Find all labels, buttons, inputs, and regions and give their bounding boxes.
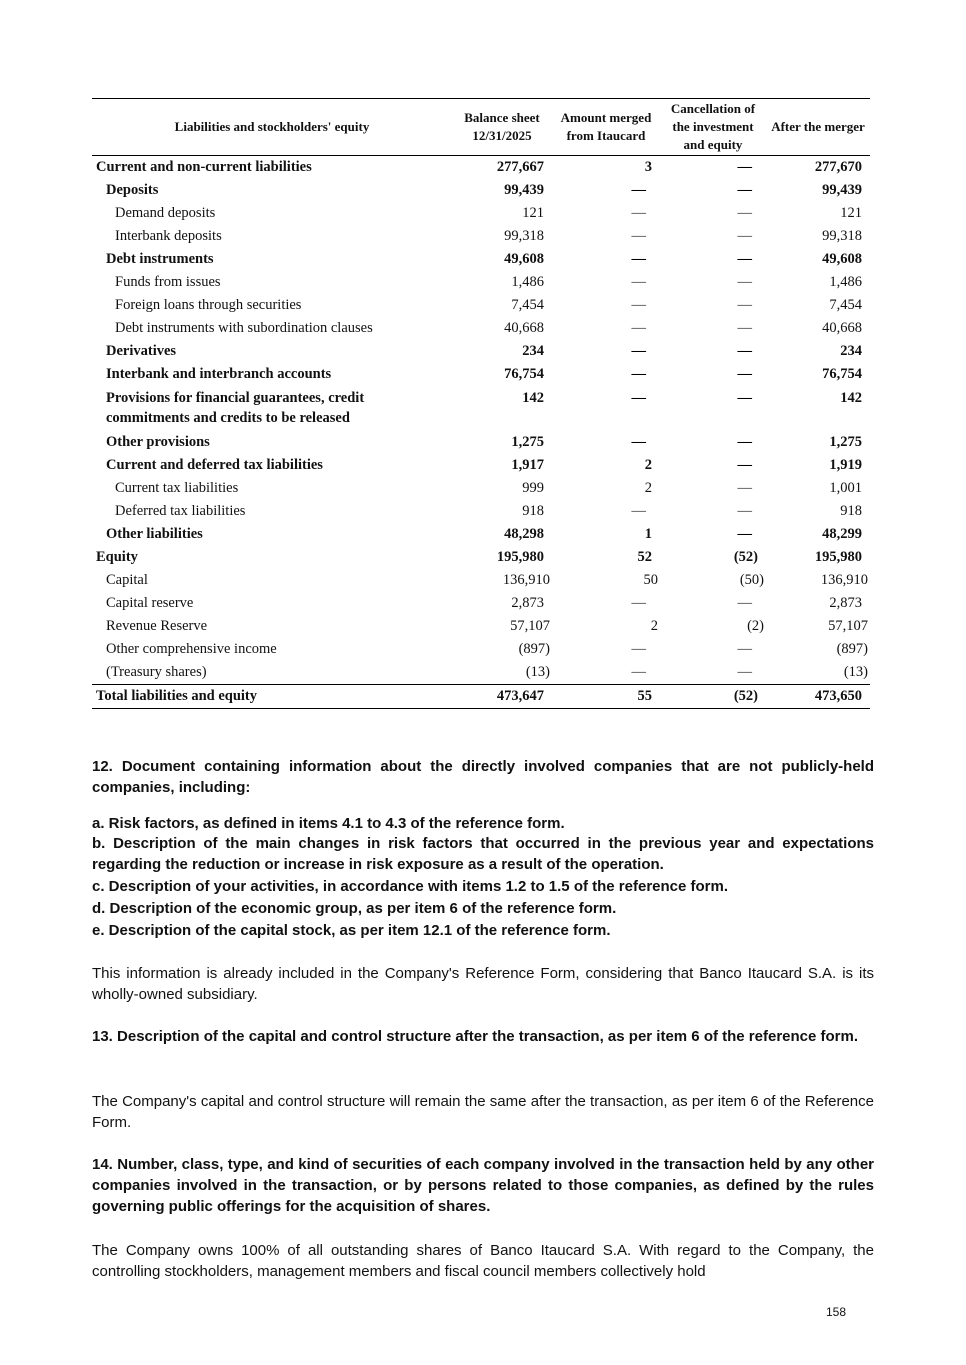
- balance-sheet-value: 121: [522, 205, 544, 221]
- merged-value: —: [631, 366, 646, 382]
- balance-sheet-value: 1,275: [511, 434, 544, 450]
- section-12-item-b: b. Description of the main changes in risk factors that occurred in the previous year and expectations regarding the reduction or increase in risk exposure as a result of the operation.: [92, 835, 874, 873]
- row-label: Capital: [106, 572, 148, 588]
- section-13-text: The Company's capital and control structure will remain the same after the transaction, as per item 6 of the Reference Form.: [92, 1093, 874, 1131]
- table-row: [92, 294, 870, 317]
- merged-value: 3: [644, 159, 652, 175]
- after-merger-value: 121: [840, 205, 862, 221]
- cancellation-value: —: [737, 526, 752, 542]
- header-after-merger: After the merger: [766, 99, 870, 156]
- table-row: [92, 202, 870, 225]
- after-merger-value: 918: [840, 503, 862, 519]
- balance-sheet-value: 7,454: [511, 297, 544, 313]
- merged-value: —: [631, 320, 646, 336]
- merged-value: —: [631, 641, 646, 657]
- cancellation-value: —: [737, 641, 752, 657]
- row-label: Capital reserve: [106, 595, 194, 611]
- table-row: [92, 454, 870, 477]
- row-label: Foreign loans through securities: [115, 297, 302, 313]
- cancellation-value: —: [737, 251, 752, 267]
- cancellation-value: —: [737, 159, 752, 175]
- row-label: Equity: [96, 549, 138, 565]
- cancellation-value: —: [737, 205, 752, 221]
- table-row: [92, 661, 870, 685]
- balance-sheet-value: 136,910: [502, 572, 550, 588]
- section-12-heading: 12. Document containing information about the directly involved companies that are not publicly-held companies, including:: [92, 758, 874, 796]
- table-row: [92, 386, 870, 431]
- header-cancellation: Cancellation of the investment and equity: [660, 99, 766, 156]
- after-merger-value: 277,670: [814, 159, 862, 175]
- row-label: Other provisions: [106, 434, 210, 450]
- row-label: (Treasury shares): [106, 664, 207, 680]
- balance-sheet-value: 1,917: [511, 457, 544, 473]
- table-row: [92, 523, 870, 546]
- cancellation-value: —: [737, 503, 752, 519]
- section-14-text: The Company owns 100% of all outstanding shares of Banco Itaucard S.A. With regard to the Company, the controlling stockholders, management members and fiscal council members collectively hold: [92, 1242, 874, 1280]
- row-label: Total liabilities and equity: [92, 685, 452, 709]
- balance-sheet-value: (897): [518, 641, 550, 657]
- after-merger-value: 57,107: [828, 618, 868, 634]
- row-label: Current tax liabilities: [115, 480, 239, 496]
- after-merger-value: (13): [843, 664, 868, 680]
- after-merger-value: 48,299: [822, 526, 862, 542]
- after-merger-value: 76,754: [822, 366, 862, 382]
- after-merger-value: 1,919: [829, 457, 862, 473]
- balance-sheet-value: 57,107: [510, 618, 550, 634]
- table-row: [92, 638, 870, 661]
- header-balance-sheet: Balance sheet 12/31/2025: [452, 99, 552, 156]
- section-13-heading: 13. Description of the capital and control structure after the transaction, as per item 6 of the reference form.: [92, 1028, 859, 1045]
- table-row: [92, 615, 870, 638]
- merged-value: —: [631, 664, 646, 680]
- row-label: Other liabilities: [106, 526, 203, 542]
- balance-sheet-value: (13): [525, 664, 550, 680]
- cancellation-value: —: [737, 434, 752, 450]
- balance-sheet-value: 234: [522, 343, 544, 359]
- merged-value: 2: [650, 618, 658, 634]
- after-merger-value: 473,650: [766, 685, 870, 709]
- section-14-heading: 14. Number, class, type, and kind of securities of each company involved in the transaction held by any other companies involved in the transaction, or by persons related to those companies, as defined by the rules governing public offerings for the acquisition of shares.: [92, 1156, 874, 1215]
- table-row: [92, 179, 870, 202]
- row-label: Funds from issues: [115, 274, 221, 290]
- after-merger-value: 1,001: [829, 480, 862, 496]
- table-row: [92, 431, 870, 454]
- cancellation-value: —: [737, 480, 752, 496]
- table-row: [92, 271, 870, 294]
- cancellation-value: (52): [660, 685, 766, 709]
- cancellation-value: (50): [739, 572, 764, 588]
- cancellation-value: (2): [747, 618, 764, 634]
- table-row: [92, 477, 870, 500]
- merged-value: —: [631, 297, 646, 313]
- merged-value: —: [631, 228, 646, 244]
- balance-sheet-value: 473,647: [452, 685, 552, 709]
- merged-value: —: [631, 343, 646, 359]
- row-label: Other comprehensive income: [106, 641, 277, 657]
- cancellation-value: —: [737, 182, 752, 198]
- table-row: [92, 317, 870, 340]
- table-row: [92, 592, 870, 615]
- balance-sheet-value: 2,873: [511, 595, 544, 611]
- balance-sheet-value: 999: [522, 480, 544, 496]
- section-12-item-c: c. Description of your activities, in accordance with items 1.2 to 1.5 of the reference form.: [92, 878, 729, 895]
- merged-value: 52: [637, 549, 652, 565]
- row-label: Deposits: [106, 182, 159, 198]
- balance-sheet-value: 48,298: [504, 526, 544, 542]
- after-merger-value: 40,668: [822, 320, 862, 336]
- after-merger-value: 99,439: [822, 182, 862, 198]
- merged-value: 2: [644, 457, 652, 473]
- section-12-text: This information is already included in the Company's Reference Form, considering that Banco Itaucard S.A. is its wholly-owned subsidiary.: [92, 965, 874, 1003]
- merged-value: 1: [644, 526, 652, 542]
- merged-value: 2: [644, 480, 652, 496]
- after-merger-value: 1,486: [829, 274, 862, 290]
- row-label: Interbank and interbranch accounts: [106, 366, 332, 382]
- table-row: [92, 500, 870, 523]
- section-12-item-e: e. Description of the capital stock, as per item 12.1 of the reference form.: [92, 922, 611, 939]
- cancellation-value: —: [737, 320, 752, 336]
- cancellation-value: —: [737, 343, 752, 359]
- after-merger-value: (897): [836, 641, 868, 657]
- balance-sheet-value: 918: [522, 503, 544, 519]
- cancellation-value: —: [737, 457, 752, 473]
- after-merger-value: 136,910: [820, 572, 868, 588]
- row-label: Current and deferred tax liabilities: [106, 457, 323, 473]
- cancellation-value: (52): [733, 549, 758, 565]
- table-row: [92, 225, 870, 248]
- cancellation-value: —: [737, 664, 752, 680]
- after-merger-value: 99,318: [822, 228, 862, 244]
- merged-value: —: [631, 434, 646, 450]
- after-merger-value: 49,608: [822, 251, 862, 267]
- cancellation-value: —: [737, 366, 752, 382]
- balance-sheet-table: [92, 98, 870, 709]
- after-merger-value: 7,454: [829, 297, 862, 313]
- section-12-item-a: a. Risk factors, as defined in items 4.1 to 4.3 of the reference form.: [92, 815, 565, 832]
- balance-sheet-value: 40,668: [504, 320, 544, 336]
- cancellation-value: —: [737, 297, 752, 313]
- merged-value: —: [631, 595, 646, 611]
- balance-sheet-value: 277,667: [496, 159, 544, 175]
- page-number: 158: [826, 1305, 847, 1319]
- row-label: Debt instruments: [106, 251, 214, 267]
- after-merger-value: 195,980: [814, 549, 862, 565]
- merged-value: —: [631, 251, 646, 267]
- table-row: [92, 546, 870, 569]
- row-label: Revenue Reserve: [106, 618, 208, 634]
- header-liabilities: Liabilities and stockholders' equity: [92, 99, 452, 156]
- cancellation-value: —: [737, 228, 752, 244]
- after-merger-value: 234: [840, 343, 862, 359]
- cancellation-value: —: [737, 390, 752, 406]
- merged-value: —: [631, 390, 646, 406]
- row-label: Current and non-current liabilities: [96, 159, 312, 175]
- row-label: Debt instruments with subordination clauses: [115, 320, 373, 336]
- row-label: Interbank deposits: [115, 228, 222, 244]
- row-label: Demand deposits: [115, 205, 216, 221]
- cancellation-value: —: [737, 274, 752, 290]
- merged-value: —: [631, 274, 646, 290]
- row-label: Derivatives: [106, 343, 177, 359]
- row-label: Deferred tax liabilities: [115, 503, 246, 519]
- merged-value: —: [631, 182, 646, 198]
- header-amount-merged: Amount merged from Itaucard: [552, 99, 660, 156]
- balance-sheet-value: 142: [522, 390, 544, 406]
- balance-sheet-value: 195,980: [496, 549, 544, 565]
- row-label: Provisions for financial guarantees, credit commitments and credits to be released: [106, 390, 365, 426]
- table-row: [92, 156, 870, 180]
- table-header-row: [92, 99, 870, 156]
- table-row: [92, 363, 870, 386]
- merged-value: —: [631, 503, 646, 519]
- table-row: [92, 340, 870, 363]
- table-row: [92, 685, 870, 709]
- after-merger-value: 1,275: [829, 434, 862, 450]
- balance-sheet-value: 49,608: [504, 251, 544, 267]
- merged-value: 55: [552, 685, 660, 709]
- section-12-item-d: d. Description of the economic group, as per item 6 of the reference form.: [92, 900, 617, 917]
- after-merger-value: 142: [840, 390, 862, 406]
- balance-sheet-value: 1,486: [511, 274, 544, 290]
- after-merger-value: 2,873: [829, 595, 862, 611]
- cancellation-value: —: [737, 595, 752, 611]
- merged-value: 50: [643, 572, 658, 588]
- table-row: [92, 569, 870, 592]
- balance-sheet-value: 99,318: [504, 228, 544, 244]
- table-row: [92, 248, 870, 271]
- balance-sheet-value: 76,754: [504, 366, 544, 382]
- balance-sheet-value: 99,439: [504, 182, 544, 198]
- merged-value: —: [631, 205, 646, 221]
